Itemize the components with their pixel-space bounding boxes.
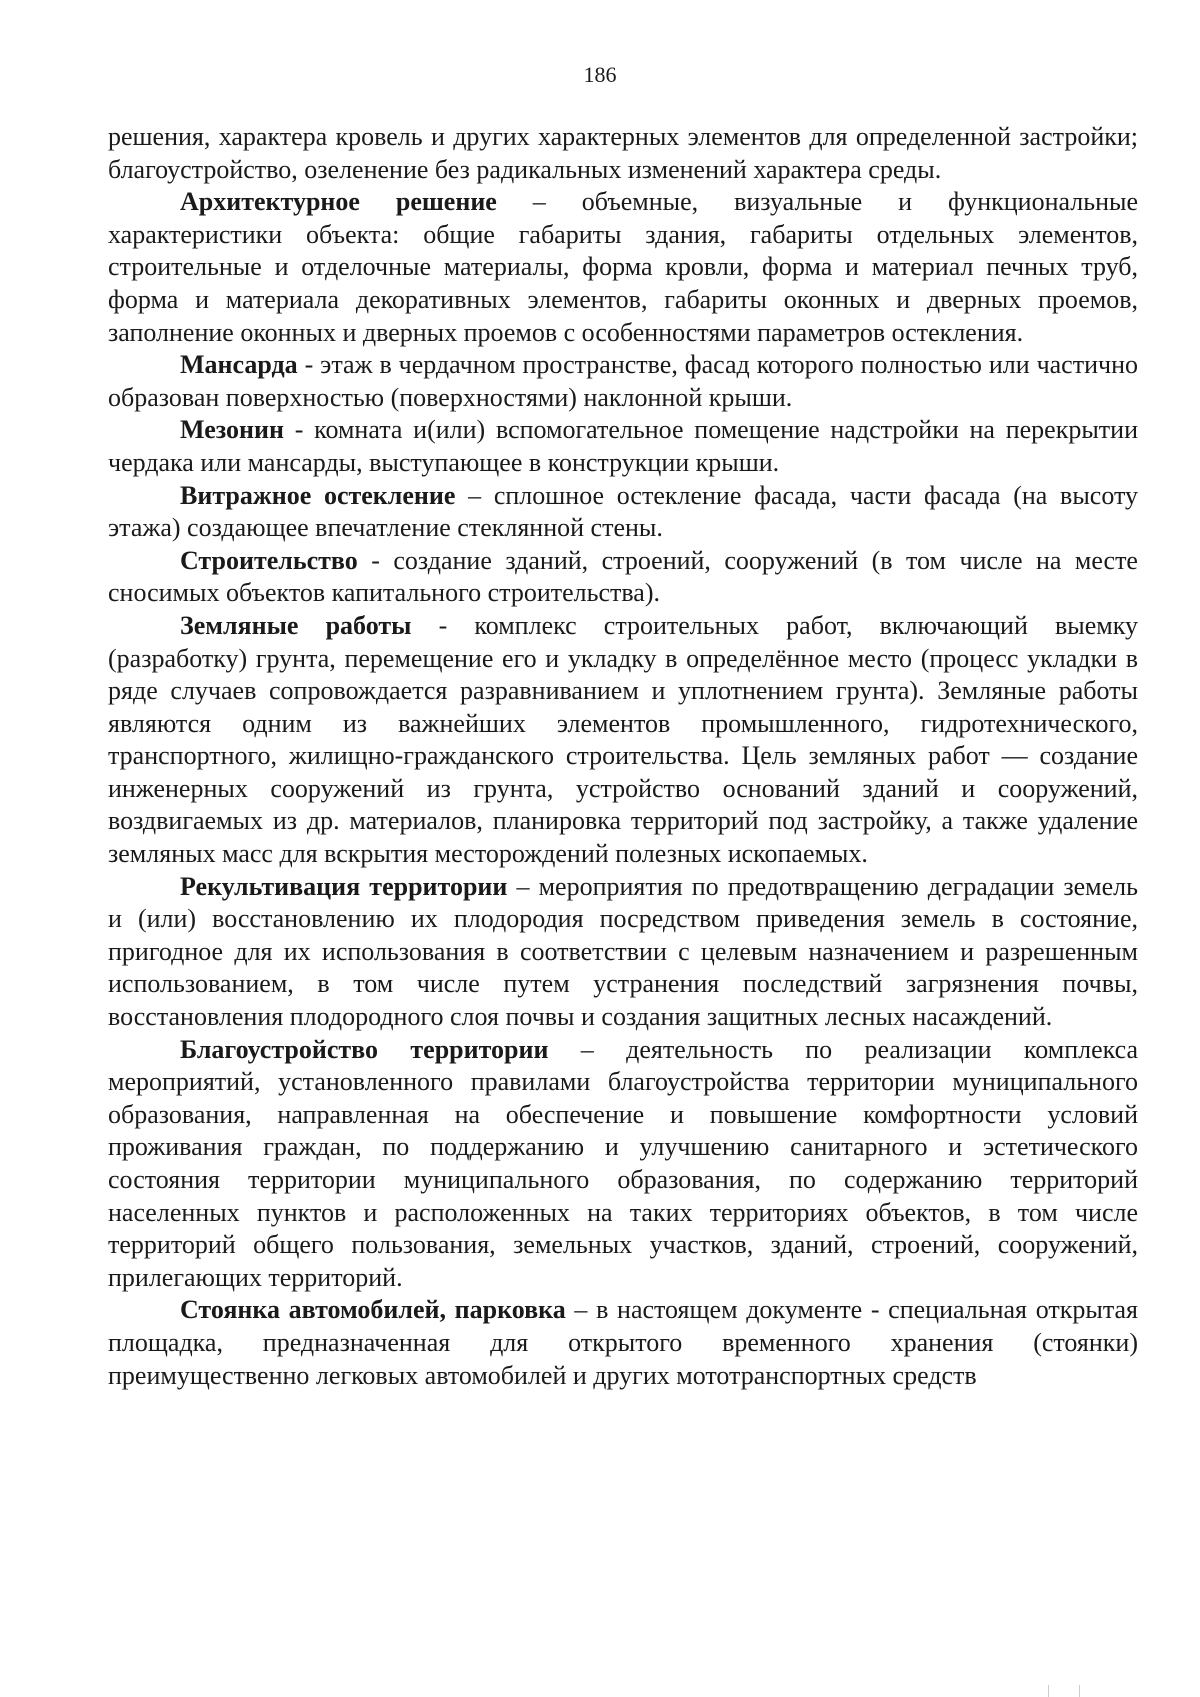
definition-architectural-solution: [108, 186, 1138, 349]
scan-artifact: [1048, 1685, 1080, 1697]
definition-text: в настоящем документе - специальная открытая площадка, предназначенная для открытого временного хранения (стоянки) преимущественно легковых автомобилей и других мототранспортных средств: [108, 1295, 1139, 1390]
definition-text: мероприятия по предотвращению деградации земель и (или) восстановлению их плодородия посредством приведения земель в состояние, пригодное для их использования в соответствии с целевым назначением и разрешенным использованием, в том числе путем устранения последствий загрязнения почвы, восстановления плодородного слоя почвы и создания защитных лесных насаждений.: [108, 871, 1138, 1032]
definition-term: Мезонин: [180, 415, 284, 445]
definition-land-reclamation: [108, 871, 1138, 1034]
definition-dash: –: [496, 187, 582, 217]
definition-dash: –: [455, 480, 494, 510]
definition-term: Рекультивация территории: [180, 871, 508, 901]
paragraph-text: решения, характера кровель и других характерных элементов для определенной застройки; благоустройство, озеленение без радикальных изменений характера среды.: [108, 122, 1138, 184]
definition-earthworks: [108, 610, 1138, 871]
definition-text: деятельность по реализации комплекса мероприятий, установленного правилами благоустройства территории муниципального образования, направленная на обеспечение и повышение комфортности условий проживания граждан, по поддержанию и улучшению санитарного и эстетического состояния территории муниципального образования, по содержанию территорий населенных пунктов и расположенных на таких территориях объектов, в том числе территорий общего пользования, земельных участков, зданий, строений, сооружений, прилегающих территорий.: [108, 1034, 1139, 1292]
definition-parking: [108, 1294, 1138, 1392]
definition-dash: -: [411, 610, 475, 640]
definition-mezzanine: [108, 414, 1138, 479]
definition-text: комната и(или) вспомогательное помещение надстройки на перекрытии чердака или мансарды, выступающее в конструкции крыши.: [108, 415, 1138, 477]
definition-term: Витражное остекление: [180, 480, 456, 510]
definition-text: объемные, визуальные и функциональные характеристики объекта: общие габариты здания, габариты отдельных элементов, строительные и отделочные материалы, форма кровли, форма и материал печных труб, форма и материала декоративных элементов, габариты оконных и дверных проемов, заполнение оконных и дверных проемов с особенностями параметров остекления.: [108, 187, 1139, 347]
definition-landscaping: [108, 1034, 1138, 1295]
definition-term: Строительство: [180, 545, 358, 575]
definition-dash: –: [565, 1295, 597, 1325]
definition-dash: -: [357, 545, 394, 575]
definition-term: Стоянка автомобилей, парковка: [180, 1295, 566, 1325]
definition-text: этаж в чердачном пространстве, фасад которого полностью или частично образован поверхностью (поверхностями) наклонной крыши.: [108, 350, 1138, 412]
definition-term: Мансарда: [180, 350, 298, 380]
definition-stained-glazing: [108, 480, 1138, 545]
definition-dash: –: [548, 1034, 627, 1064]
definition-dash: -: [283, 415, 315, 445]
paragraph-continuation: [108, 121, 1138, 186]
definition-construction: [108, 545, 1138, 610]
definition-text: сплошное остекление фасада, части фасада (на высоту этажа) создающее впечатление стеклянной стены.: [108, 480, 1139, 543]
document-body: [108, 121, 1138, 1392]
definition-term: Земляные работы: [180, 610, 412, 640]
definition-mansard: [108, 349, 1138, 414]
definition-dash: –: [507, 871, 539, 901]
definition-dash: -: [297, 350, 321, 380]
definition-text: создание зданий, строений, сооружений (в том числе на месте сносимых объектов капитального строительства).: [108, 545, 1138, 608]
definition-term: Благоустройство территории: [180, 1034, 549, 1064]
definition-text: комплекс строительных работ, включающий выемку (разработку) грунта, перемещение его и укладку в определённое место (процесс укладки в ряде случаев сопровождается разравниванием и уплотнением грунта). Земляные работы являются одним из важнейших элементов промышленного, гидротехнического, транспортного, жилищно-гражданского строительства. Цель земляных работ — создание инженерных сооружений из грунта, устройство оснований зданий и сооружений, воздвигаемых из др. материалов, планировка территорий под застройку, а также удаление земляных масс для вскрытия месторождений полезных ископаемых.: [108, 610, 1139, 869]
page-number: 186: [583, 62, 617, 87]
definition-term: Архитектурное решение: [180, 187, 497, 217]
